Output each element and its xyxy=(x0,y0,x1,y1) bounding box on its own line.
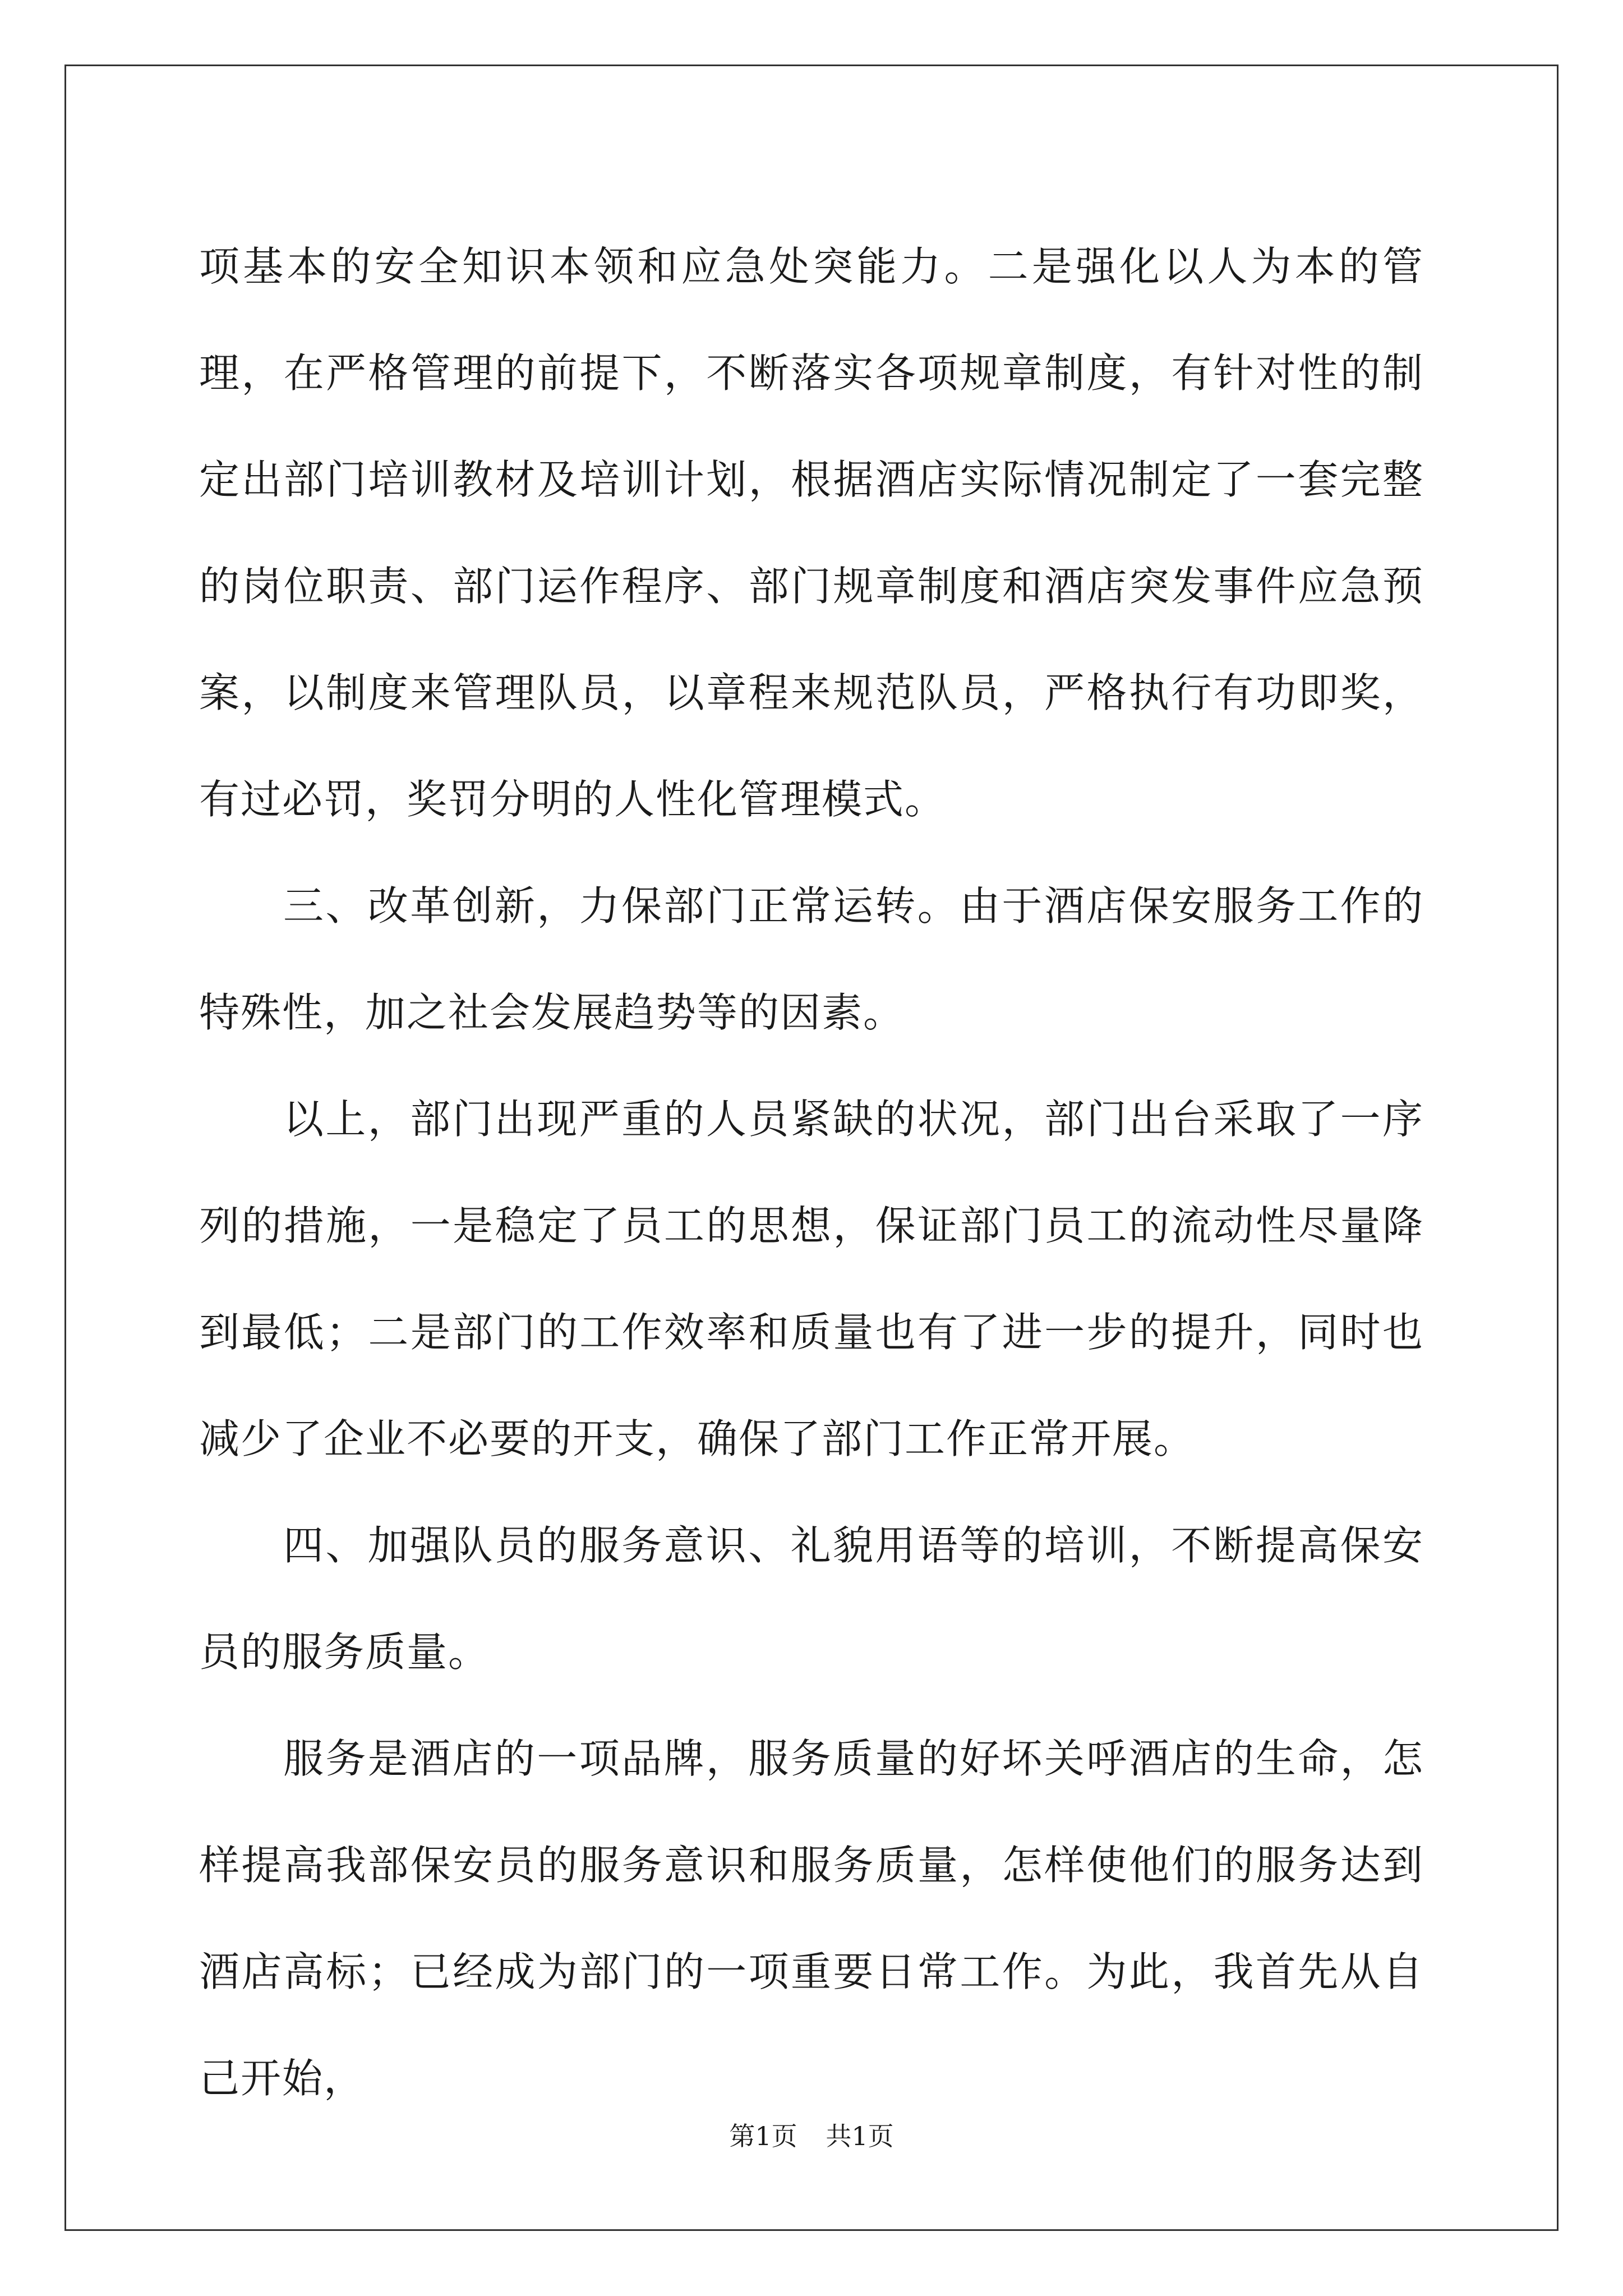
document-body xyxy=(199,213,1424,2132)
page-total: 共1页 xyxy=(826,2121,894,2151)
paragraph-2: 三、改革创新，力保部门正常运转。由于酒店保安服务工作的特殊性，加之社会发展趋势等的因素。 xyxy=(199,882,1424,1036)
paragraph-3: 以上，部门出现严重的人员紧缺的状况，部门出台采取了一序列的措施，一是稳定了员工的思想，保证部门员工的流动性尽量降到最低；二是部门的工作效率和质量也有了进一步的提升，同时也减少了企业不必要的开支，确保了部门工作正常开展。 xyxy=(199,1096,1424,1462)
paragraph-1: 项基本的安全知识本领和应急处突能力。二是强化以人为本的管理，在严格管理的前提下，不断落实各项规章制度，有针对性的制定出部门培训教材及培训计划，根据酒店实际情况制定了一套完整的岗位职责、部门运作程序、部门规章制度和酒店突发事件应急预案，以制度来管理队员，以章程来规范队员，严格执行有功即奖，有过必罚，奖罚分明的人性化管理模式。 xyxy=(199,243,1424,823)
paragraph-4: 四、加强队员的服务意识、礼貌用语等的培训，不断提高保安员的服务质量。 xyxy=(199,1522,1424,1676)
page-footer xyxy=(0,2119,1623,2153)
paragraph-5: 服务是酒店的一项品牌，服务质量的好坏关呼酒店的生命，怎样提高我部保安员的服务意识和服务质量，怎样使他们的服务达到酒店高标；已经成为部门的一项重要日常工作。为此，我首先从自己开始， xyxy=(199,1735,1424,2102)
page-number: 第1页 xyxy=(729,2121,797,2151)
